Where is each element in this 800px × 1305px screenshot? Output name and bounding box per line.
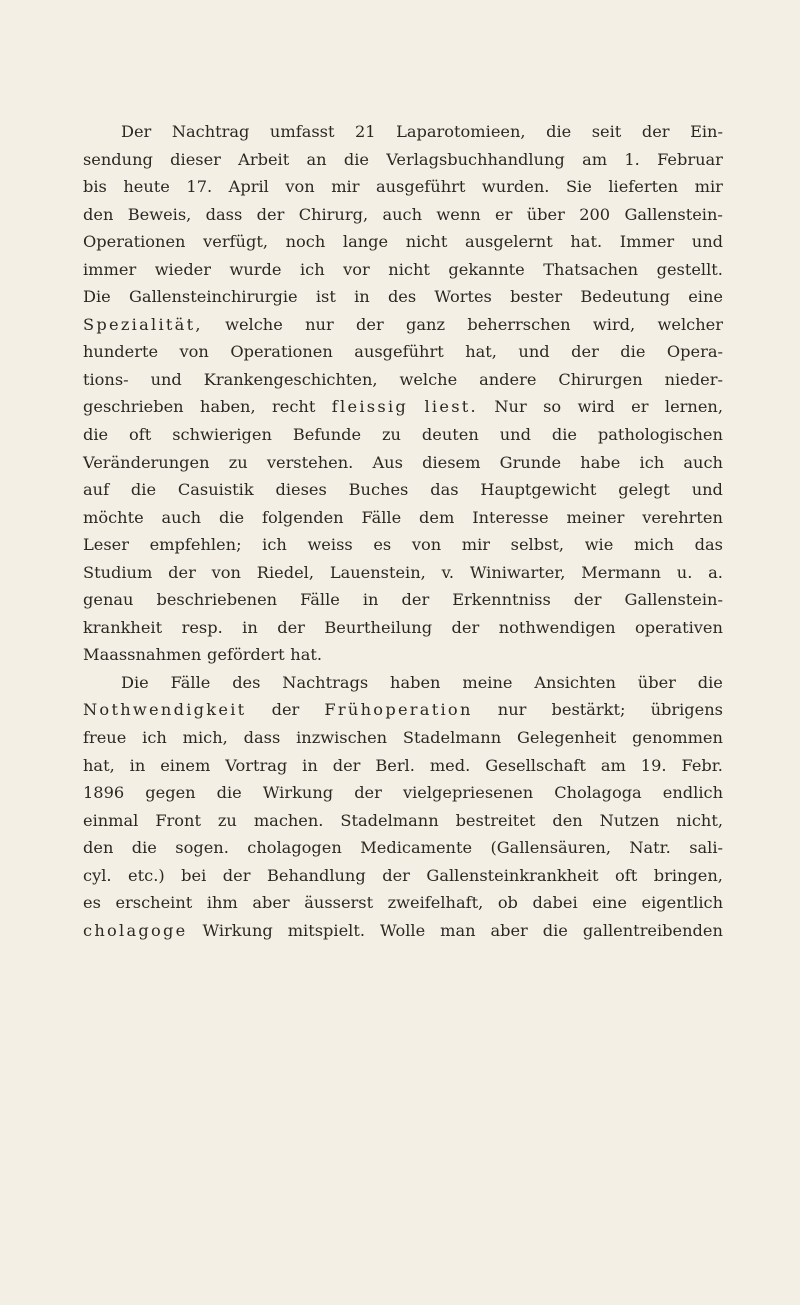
word: weiss	[307, 535, 353, 555]
word: Veränderungen	[83, 452, 210, 472]
text-line	[83, 504, 723, 532]
word: Leser	[83, 535, 129, 555]
word: genommen	[632, 728, 723, 748]
text-line	[83, 889, 723, 917]
text-line	[83, 752, 723, 780]
word: ist	[315, 287, 336, 307]
word: liest.	[424, 397, 478, 417]
word: so	[543, 397, 562, 417]
word: 200	[579, 204, 611, 224]
word: Befunde	[292, 425, 362, 445]
word: Gallenstein-	[624, 590, 723, 610]
word: der	[451, 617, 480, 637]
word: gestellt.	[656, 259, 723, 279]
word: über	[526, 204, 565, 224]
word: mitspielt.	[287, 920, 365, 940]
word: der	[641, 122, 670, 141]
text-line	[83, 476, 723, 504]
word: vor	[343, 259, 370, 279]
word: wurden.	[481, 177, 550, 197]
text-line	[83, 146, 723, 174]
word: Vortrag	[225, 755, 288, 775]
word: wie	[584, 535, 614, 555]
word: in	[302, 755, 318, 775]
word: 19.	[640, 755, 667, 775]
word: Nachtrags	[282, 672, 369, 692]
word: eine	[592, 893, 627, 913]
word: aber	[490, 920, 528, 940]
word: Ein-	[690, 122, 723, 141]
word: ich	[299, 259, 325, 279]
word: Operationen	[230, 342, 333, 362]
word: wenn	[436, 204, 481, 224]
word: sogen.	[175, 838, 229, 858]
text-line	[83, 256, 723, 284]
word: des	[232, 672, 261, 692]
word: die	[343, 149, 369, 169]
word: wieder	[154, 259, 211, 279]
word: nicht	[388, 259, 430, 279]
word: Interesse	[472, 507, 549, 527]
word: in	[129, 755, 146, 775]
word: Der	[121, 122, 152, 141]
word: am	[600, 755, 626, 775]
word: folgenden	[261, 507, 344, 527]
word: hat.	[570, 232, 603, 252]
word: selbst,	[510, 535, 565, 555]
word: Fälle	[361, 507, 402, 527]
word: wird,	[592, 314, 636, 334]
word: ausgeführt	[375, 177, 466, 197]
word: mir	[461, 535, 491, 555]
word: die	[83, 425, 109, 445]
word: ganz	[406, 314, 446, 334]
word: endlich	[662, 783, 723, 803]
word: Die	[121, 672, 149, 692]
word: Stadelmann	[340, 810, 439, 830]
word: krankheit	[83, 617, 163, 637]
word: Die	[83, 287, 111, 307]
word: deuten	[421, 425, 479, 445]
word: mich,	[182, 728, 228, 748]
text-line	[83, 724, 723, 752]
word: der	[256, 204, 285, 224]
word: immer	[83, 259, 137, 279]
word: das	[694, 535, 723, 555]
word: Riedel,	[256, 562, 315, 582]
word: das	[430, 480, 459, 500]
word: Stadelmann	[402, 728, 502, 748]
word: empfehlen;	[149, 535, 242, 555]
word: andere	[479, 369, 537, 389]
word: operativen	[635, 617, 723, 637]
word: dabei	[532, 893, 578, 913]
word: bester	[510, 287, 563, 307]
word: verstehen.	[266, 452, 354, 472]
word: die	[216, 783, 242, 803]
word: der	[168, 562, 196, 582]
word: in	[362, 590, 379, 610]
word: die	[546, 122, 572, 141]
word: dieses	[275, 480, 327, 500]
text-line	[83, 393, 723, 421]
word: der	[354, 783, 382, 803]
word: geschrieben	[83, 397, 184, 417]
word: Beurtheilung	[324, 617, 433, 637]
word: April	[228, 177, 269, 197]
word: dieser	[170, 149, 221, 169]
word: Febr.	[681, 755, 723, 775]
word: 17.	[186, 177, 213, 197]
text-line	[83, 201, 723, 229]
text-line	[83, 118, 723, 146]
word: der	[356, 314, 384, 334]
word: er	[631, 397, 649, 417]
word: eigentlich	[641, 893, 723, 913]
word: nicht	[405, 232, 448, 252]
word: noch	[285, 232, 326, 252]
word: ausgelernt	[464, 232, 553, 252]
word: bestreitet	[455, 810, 536, 830]
word: hat,	[83, 755, 115, 775]
word: Februar	[657, 149, 723, 169]
word: Fälle	[300, 590, 340, 610]
word: dass	[243, 728, 281, 748]
text-line	[83, 614, 723, 642]
word: nur	[305, 314, 334, 334]
word: recht	[272, 397, 316, 417]
word: und	[691, 232, 723, 252]
word: gelegt	[618, 480, 670, 500]
word: Hauptgewicht	[480, 480, 597, 500]
word: der	[332, 755, 361, 775]
word: lieferten	[608, 177, 679, 197]
word: in	[354, 287, 370, 307]
word: Frühoperation	[324, 700, 473, 720]
word: Spezialität,	[83, 314, 203, 334]
text-line	[83, 311, 723, 339]
word: lange	[342, 232, 389, 252]
word: Nachtrag	[171, 122, 250, 141]
word: nur	[497, 700, 527, 720]
word: vielgepriesenen	[402, 783, 534, 803]
word: bringen,	[653, 865, 723, 885]
word: Medicamente	[360, 838, 473, 858]
word: auch	[161, 507, 202, 527]
word: von	[285, 177, 315, 197]
text-line	[83, 779, 723, 807]
word: hat,	[465, 342, 497, 362]
word: Lauenstein,	[329, 562, 426, 582]
word: Casuistik	[177, 480, 254, 500]
word: an	[306, 149, 327, 169]
word: dem	[419, 507, 455, 527]
word: der	[271, 700, 300, 720]
word: cholagogen	[247, 838, 342, 858]
word: mich	[633, 535, 674, 555]
word: Aus	[372, 452, 403, 472]
word: ich	[639, 452, 665, 472]
text-line	[83, 421, 723, 449]
word: Laparotomieen,	[396, 122, 526, 141]
word: meiner	[566, 507, 625, 527]
word: zweifelhaft,	[387, 893, 484, 913]
word: Ansichten	[534, 672, 616, 692]
word: die	[131, 838, 157, 858]
word: ausgeführt	[354, 342, 444, 362]
word: dass	[205, 204, 243, 224]
word: Wortes	[434, 287, 492, 307]
word: Verlagsbuchhandlung	[386, 149, 565, 169]
word: gegen	[145, 783, 196, 803]
word: 1.	[624, 149, 640, 169]
word: welche	[225, 314, 283, 334]
word: Fälle	[170, 672, 211, 692]
word: gekannte	[448, 259, 525, 279]
word: Nur	[494, 397, 527, 417]
word: Chirurg,	[298, 204, 369, 224]
word: der	[382, 865, 410, 885]
word: Thatsachen	[543, 259, 639, 279]
text-line	[83, 586, 723, 614]
word: und	[691, 480, 723, 500]
word: zu	[382, 425, 401, 445]
word: meine	[462, 672, 513, 692]
word: Nutzen	[599, 810, 660, 830]
word: Buches	[348, 480, 409, 500]
word: die	[130, 480, 157, 500]
text-line	[83, 669, 723, 697]
word: Maassnahmen	[83, 645, 202, 665]
word: er	[495, 204, 513, 224]
word: cholagoge	[83, 920, 188, 940]
word: Immer	[619, 232, 675, 252]
text-line	[83, 531, 723, 559]
word: cyl.	[83, 865, 112, 885]
text-line	[83, 559, 723, 587]
word: Front	[155, 810, 201, 830]
word: erscheint	[115, 893, 193, 913]
word: Opera-	[666, 342, 723, 362]
word: freue	[83, 728, 127, 748]
word: Arbeit	[238, 149, 290, 169]
text-line	[83, 641, 723, 669]
word: man	[440, 920, 476, 940]
word: wurde	[229, 259, 282, 279]
word: von	[179, 342, 209, 362]
word: und	[150, 369, 182, 389]
word: seit	[591, 122, 622, 141]
text-line	[83, 283, 723, 311]
word: sali-	[689, 838, 723, 858]
word: lernen,	[664, 397, 723, 417]
word: es	[83, 893, 101, 913]
word: Gallensteinkrankheit	[426, 865, 599, 885]
word: zu	[228, 452, 248, 472]
text-line	[83, 807, 723, 835]
word: nothwendigen	[498, 617, 616, 637]
word: umfasst	[269, 122, 335, 141]
word: auch	[382, 204, 423, 224]
word: pathologischen	[597, 425, 723, 445]
text-line	[83, 228, 723, 256]
word: die	[218, 507, 245, 527]
word: (Gallensäuren,	[490, 838, 611, 858]
word: Behandlung	[266, 865, 366, 885]
word: hat.	[290, 645, 323, 665]
word: ihm	[206, 893, 238, 913]
word: der	[277, 617, 305, 637]
word: mir	[694, 177, 723, 197]
word: diesem	[422, 452, 481, 472]
word: habe	[580, 452, 621, 472]
text-line	[83, 338, 723, 366]
word: ich	[262, 535, 287, 555]
word: bis	[83, 177, 107, 197]
word: der	[222, 865, 251, 885]
word: Wirkung	[202, 920, 273, 940]
word: machen.	[253, 810, 324, 830]
word: der	[571, 342, 599, 362]
word: den	[83, 838, 114, 858]
word: 21	[355, 122, 376, 141]
word: gallentreibenden	[582, 920, 723, 940]
word: die	[542, 920, 568, 940]
word: Mermann	[581, 562, 661, 582]
word: Gelegenheit	[516, 728, 617, 748]
word: welcher	[657, 314, 723, 334]
word: bestärkt;	[551, 700, 626, 720]
word: die	[697, 672, 723, 692]
word: verehrten	[642, 507, 723, 527]
word: äusserst	[304, 893, 374, 913]
word: am	[582, 149, 608, 169]
text-line	[83, 449, 723, 477]
word: Grunde	[499, 452, 562, 472]
word: des	[387, 287, 417, 307]
text-line	[83, 366, 723, 394]
word: fleissig	[331, 397, 409, 417]
word: Gallensteinchirurgie	[128, 287, 298, 307]
word: Operationen	[83, 232, 186, 252]
word: die	[551, 425, 577, 445]
word: Beweis,	[127, 204, 192, 224]
word: Erkenntniss	[452, 590, 551, 610]
word: möchte	[83, 507, 144, 527]
word: Studium	[83, 562, 153, 582]
word: nicht,	[676, 810, 723, 830]
word: von	[211, 562, 241, 582]
word: einem	[160, 755, 211, 775]
word: von	[411, 535, 442, 555]
word: Gallenstein-	[624, 204, 723, 224]
word: oft	[614, 865, 638, 885]
text-line	[83, 834, 723, 862]
word: ich	[142, 728, 167, 748]
word: und	[518, 342, 550, 362]
word: a.	[708, 562, 723, 582]
word: übrigens	[650, 700, 723, 720]
word: der	[573, 590, 602, 610]
word: den	[83, 204, 114, 224]
word: resp.	[181, 617, 223, 637]
text-line	[83, 173, 723, 201]
word: heute	[123, 177, 170, 197]
word: den	[552, 810, 583, 830]
word: mir	[331, 177, 360, 197]
word: genau	[83, 590, 134, 610]
word: sendung	[83, 149, 153, 169]
word: aber	[252, 893, 290, 913]
word: Cholagoga	[554, 783, 642, 803]
word: und	[499, 425, 531, 445]
word: Winiwarter,	[469, 562, 566, 582]
text-line	[83, 862, 723, 890]
word: auch	[683, 452, 723, 472]
word: Nothwendigkeit	[83, 700, 247, 720]
word: welche	[399, 369, 458, 389]
word: oft	[129, 425, 152, 445]
word: med.	[429, 755, 471, 775]
word: Krankengeschichten,	[203, 369, 378, 389]
word: Gesellschaft	[485, 755, 586, 775]
word: Natr.	[629, 838, 671, 858]
word: v.	[441, 562, 454, 582]
word: Wolle	[379, 920, 426, 940]
word: in	[242, 617, 258, 637]
word: bei	[181, 865, 207, 885]
word: Berl.	[375, 755, 415, 775]
word: es	[373, 535, 392, 555]
text-line	[83, 696, 723, 724]
word: u.	[676, 562, 693, 582]
word: auf	[83, 480, 110, 500]
word: der	[401, 590, 430, 610]
word: zu	[217, 810, 237, 830]
word: Wirkung	[262, 783, 334, 803]
word: Sie	[565, 177, 592, 197]
word: über	[637, 672, 676, 692]
word: 1896	[83, 783, 125, 803]
word: schwierigen	[172, 425, 272, 445]
word: die	[620, 342, 646, 362]
text-line	[83, 917, 723, 945]
word: Chirurgen	[558, 369, 643, 389]
word: haben	[390, 672, 441, 692]
document-page	[83, 118, 723, 944]
word: tions-	[83, 369, 129, 389]
word: haben,	[200, 397, 256, 417]
word: einmal	[83, 810, 139, 830]
word: Bedeutung	[580, 287, 670, 307]
word: nieder-	[664, 369, 723, 389]
word: beschriebenen	[156, 590, 278, 610]
word: inzwischen	[296, 728, 388, 748]
word: verfügt,	[203, 232, 268, 252]
word: wird	[577, 397, 615, 417]
word: ob	[497, 893, 518, 913]
word: gefördert	[207, 645, 285, 665]
word: beherrschen	[467, 314, 571, 334]
word: hunderte	[83, 342, 159, 362]
word: etc.)	[128, 865, 165, 885]
word: eine	[688, 287, 723, 307]
